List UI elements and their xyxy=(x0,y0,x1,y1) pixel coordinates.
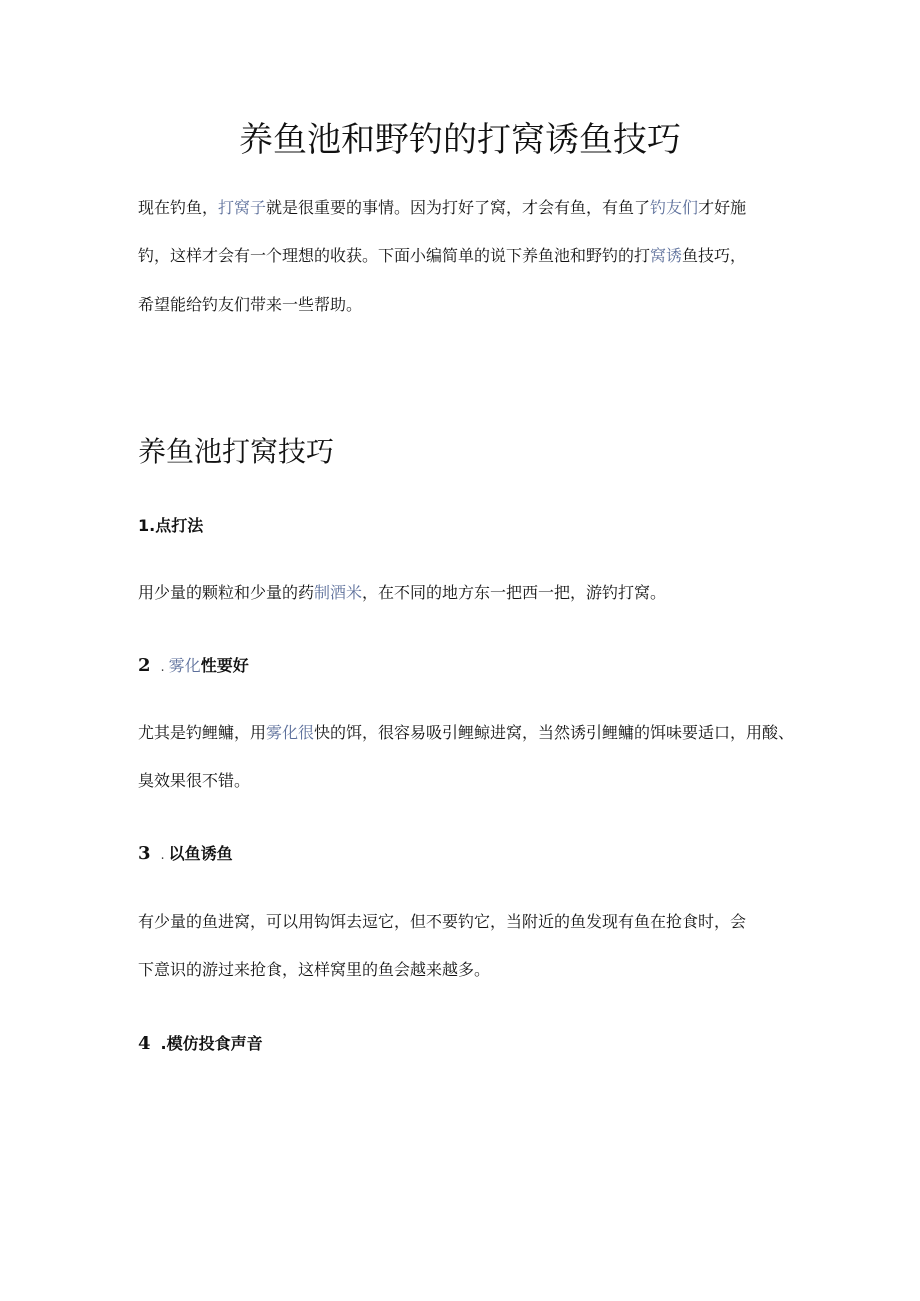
intro-text: 钓，这样才会有一个理想的收获。下面小编简单的说下养鱼池和野钓的打 xyxy=(138,246,651,265)
intro-line-2 xyxy=(138,244,746,268)
intro-text: 才好施 xyxy=(698,198,747,217)
link-diaoyoumen[interactable]: 钓友们 xyxy=(650,198,699,217)
item-dot: . xyxy=(160,848,165,863)
item-2-heading xyxy=(138,654,249,680)
body-text: 尤其是钓鲤鳙，用 xyxy=(138,723,267,742)
section-title: 养鱼池打窝技巧 xyxy=(138,435,335,468)
item-3-body-line-2: 下意识的游过来抢食，这样窝里的鱼会越来越多。 xyxy=(138,960,491,979)
page-title: 养鱼池和野钓的打窝诱鱼技巧 xyxy=(239,120,681,160)
heading-text: 以鱼诱鱼 xyxy=(168,844,233,863)
item-3-body-line-1: 有少量的鱼进窝，可以用钩饵去逗它，但不要钓它，当附近的鱼发现有鱼在抢食时，会 xyxy=(138,912,747,931)
body-text: 用少量的颗粒和少量的药 xyxy=(138,583,315,602)
intro-line-1 xyxy=(138,196,746,220)
intro-text: 现在钓鱼， xyxy=(138,198,219,217)
link-dawozi[interactable]: 打窝子 xyxy=(218,198,267,217)
item-2-body-line-1 xyxy=(138,721,794,745)
link-wuhuahen[interactable]: 雾化很 xyxy=(266,723,315,742)
body-text: ，在不同的地方东一把西一把，游钓打窝。 xyxy=(362,583,667,602)
item-dot: . xyxy=(160,660,165,675)
intro-line-3: 希望能给钓友们带来一些帮助。 xyxy=(138,295,363,314)
body-text: 快的饵，很容易吸引鲤鲸进窝，当然诱引鲤鳙的饵味要适口，用酸、 xyxy=(314,723,795,742)
item-1-body xyxy=(138,581,666,605)
heading-text: 性要好 xyxy=(200,656,249,675)
heading-text: .模仿投食声音 xyxy=(160,1034,263,1053)
item-3-heading xyxy=(138,842,233,868)
intro-text: 就是很重要的事情。因为打好了窝，才会有鱼，有鱼了 xyxy=(266,198,651,217)
link-wuhua[interactable]: 雾化 xyxy=(168,656,201,675)
link-zhijiumi[interactable]: 制酒米 xyxy=(314,583,363,602)
link-woyou[interactable]: 窝诱 xyxy=(650,246,683,265)
item-number: 4 xyxy=(138,1033,151,1054)
item-2-body-line-2: 臭效果很不错。 xyxy=(138,771,251,790)
item-number: 2 xyxy=(138,655,151,676)
intro-text: 鱼技巧， xyxy=(682,246,747,265)
item-1-heading: 1.点打法 xyxy=(138,516,204,535)
item-4-heading xyxy=(138,1032,263,1056)
item-number: 3 xyxy=(138,843,151,864)
